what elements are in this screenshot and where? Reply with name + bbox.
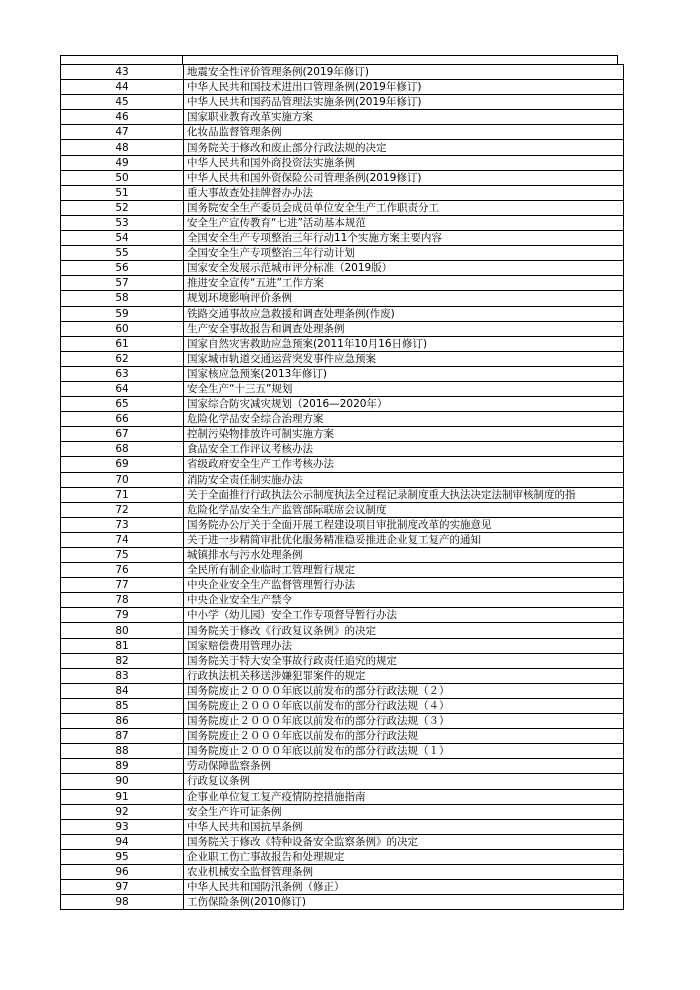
regulation-name-cell: 国务院关于修改《特种设备安全监察条例》的决定 [184,834,624,849]
row-number-cell: 80 [61,623,184,638]
table-row [61,200,624,215]
row-number-cell: 69 [61,457,184,472]
regulation-name-cell: 地震安全性评价管理条例(2019年修订) [184,65,624,80]
regulation-name-cell: 中华人民共和国药品管理法实施条例(2019年修订) [184,95,624,110]
regulation-name-cell: 全国安全生产专项整治三年行动计划 [184,246,624,261]
row-number-cell: 94 [61,834,184,849]
regulation-name-cell: 中央企业安全生产监督管理暂行办法 [184,578,624,593]
regulation-name-cell: 国家赔偿费用管理办法 [184,638,624,653]
row-number-cell: 62 [61,351,184,366]
regulation-name-cell: 推进安全宣传“五进”工作方案 [184,276,624,291]
regulation-name-cell: 国务院关于修改和废止部分行政法规的决定 [184,140,624,155]
table-row [61,819,624,834]
table-row [61,246,624,261]
table-row [61,412,624,427]
regulation-name-cell: 国务院安全生产委员会成员单位安全生产工作职责分工 [184,200,624,215]
regulation-name-cell: 中央企业安全生产禁令 [184,593,624,608]
regulation-name-cell: 安全生产许可证条例 [184,804,624,819]
table-row [61,110,624,125]
table-row [61,849,624,864]
regulation-name-cell: 生产安全事故报告和调查处理条例 [184,321,624,336]
row-number-cell: 93 [61,819,184,834]
table-row [61,623,624,638]
row-number-cell: 90 [61,774,184,789]
regulation-name-cell: 安全生产“十三五”规划 [184,381,624,396]
table-row [61,261,624,276]
row-number-cell: 86 [61,714,184,729]
table-row [61,65,624,80]
table-row [61,774,624,789]
table-row [61,698,624,713]
row-number-cell: 83 [61,668,184,683]
table-row [61,381,624,396]
regulation-name-cell: 控制污染物排放许可制实施方案 [184,427,624,442]
table-row [61,668,624,683]
table-row [61,593,624,608]
row-number-cell: 58 [61,291,184,306]
regulation-name-cell: 工伤保险条例(2010修订) [184,895,624,910]
table-row [61,487,624,502]
row-number-cell: 67 [61,427,184,442]
table-row [61,729,624,744]
table-row [61,291,624,306]
regulation-name-cell: 化妆品监督管理条例 [184,125,624,140]
regulation-name-cell: 国家城市轨道交通运营突发事件应急预案 [184,351,624,366]
table-row [61,502,624,517]
table-row [61,231,624,246]
regulation-name-cell: 行政执法机关移送涉嫌犯罪案件的规定 [184,668,624,683]
table-row [61,306,624,321]
regulation-name-cell: 安全生产宣传教育“七进”活动基本规范 [184,215,624,230]
row-number-cell: 56 [61,261,184,276]
regulation-name-cell: 国务院废止２０００年底以前发布的部分行政法规 [184,729,624,744]
row-number-cell: 44 [61,80,184,95]
row-number-cell: 97 [61,880,184,895]
row-number-cell: 60 [61,321,184,336]
row-number-cell: 95 [61,849,184,864]
row-number-cell: 71 [61,487,184,502]
regulation-table [60,64,624,910]
row-number-cell: 73 [61,517,184,532]
row-number-cell: 47 [61,125,184,140]
row-number-cell: 84 [61,683,184,698]
row-number-cell: 70 [61,472,184,487]
table-row [61,638,624,653]
row-number-cell: 79 [61,608,184,623]
table-row [61,427,624,442]
row-number-cell: 46 [61,110,184,125]
table-row [61,759,624,774]
table-row [61,155,624,170]
regulation-name-cell: 国家核应急预案(2013年修订) [184,366,624,381]
table-row [61,215,624,230]
regulation-name-cell: 国务院废止２０００年底以前发布的部分行政法规（４） [184,698,624,713]
regulation-name-cell: 中小学（幼儿园）安全工作专项督导暂行办法 [184,608,624,623]
row-number-cell: 77 [61,578,184,593]
table-row [61,442,624,457]
regulation-name-cell: 中华人民共和国技术进出口管理条例(2019年修订) [184,80,624,95]
row-number-cell: 55 [61,246,184,261]
table-row [61,834,624,849]
regulation-name-cell: 省级政府安全生产工作考核办法 [184,457,624,472]
row-number-cell: 87 [61,729,184,744]
regulation-name-cell: 国家自然灾害救助应急预案(2011年10月16日修订) [184,336,624,351]
table-row [61,880,624,895]
regulation-name-cell: 国务院废止２０００年底以前发布的部分行政法规（３） [184,714,624,729]
regulation-name-cell: 规划环境影响评价条例 [184,291,624,306]
row-number-cell: 76 [61,563,184,578]
table-row [61,532,624,547]
table-row [61,80,624,95]
regulation-name-cell: 企业职工伤亡事故报告和处理规定 [184,849,624,864]
table-row [61,563,624,578]
table-top-edge [60,55,618,64]
table-row [61,653,624,668]
row-number-cell: 57 [61,276,184,291]
table-row [61,864,624,879]
table-row [61,336,624,351]
regulation-name-cell: 危险化学品安全生产监管部际联席会议制度 [184,502,624,517]
regulation-name-cell: 劳动保障监察条例 [184,759,624,774]
table-row [61,457,624,472]
table-row [61,351,624,366]
regulation-name-cell: 农业机械安全监督管理条例 [184,864,624,879]
table-row [61,140,624,155]
table-row [61,185,624,200]
regulation-name-cell: 国务院废止２０００年底以前发布的部分行政法规（２） [184,683,624,698]
row-number-cell: 85 [61,698,184,713]
regulation-name-cell: 关于全面推行行政执法公示制度执法全过程记录制度重大执法决定法制审核制度的指 [184,487,624,502]
table-row [61,125,624,140]
row-number-cell: 81 [61,638,184,653]
regulation-name-cell: 中华人民共和国外资保险公司管理条例(2019修订) [184,170,624,185]
row-number-cell: 82 [61,653,184,668]
regulation-name-cell: 全民所有制企业临时工管理暂行规定 [184,563,624,578]
row-number-cell: 88 [61,744,184,759]
regulation-name-cell: 全国安全生产专项整治三年行动11个实施方案主要内容 [184,231,624,246]
regulation-name-cell: 食品安全工作评议考核办法 [184,442,624,457]
table-row [61,578,624,593]
table-row [61,321,624,336]
row-number-cell: 48 [61,140,184,155]
row-number-cell: 52 [61,200,184,215]
row-number-cell: 45 [61,95,184,110]
row-number-cell: 68 [61,442,184,457]
regulation-name-cell: 危险化学品安全综合治理方案 [184,412,624,427]
regulation-name-cell: 重大事故查处挂牌督办办法 [184,185,624,200]
row-number-cell: 98 [61,895,184,910]
table-row [61,608,624,623]
row-number-cell: 63 [61,366,184,381]
row-number-cell: 74 [61,532,184,547]
regulation-name-cell: 中华人民共和国防汛条例（修正） [184,880,624,895]
regulation-name-cell: 国家安全发展示范城市评分标准（2019版） [184,261,624,276]
row-number-cell: 43 [61,65,184,80]
regulation-name-cell: 企事业单位复工复产疫情防控措施指南 [184,789,624,804]
table-row [61,804,624,819]
table-row [61,548,624,563]
table-row [61,789,624,804]
table-row [61,714,624,729]
regulation-name-cell: 铁路交通事故应急救援和调查处理条例(作废) [184,306,624,321]
row-number-cell: 51 [61,185,184,200]
row-number-cell: 75 [61,548,184,563]
row-number-cell: 72 [61,502,184,517]
regulation-name-cell: 行政复议条例 [184,774,624,789]
regulation-name-cell: 国务院办公厅关于全面开展工程建设项目审批制度改革的实施意见 [184,517,624,532]
row-number-cell: 53 [61,215,184,230]
table-row [61,517,624,532]
row-number-cell: 50 [61,170,184,185]
row-number-cell: 61 [61,336,184,351]
regulation-table-body [61,65,624,910]
regulation-name-cell: 城镇排水与污水处理条例 [184,548,624,563]
regulation-name-cell: 国家职业教育改革实施方案 [184,110,624,125]
table-row [61,683,624,698]
regulation-name-cell: 中华人民共和国抗旱条例 [184,819,624,834]
row-number-cell: 59 [61,306,184,321]
row-number-cell: 66 [61,412,184,427]
table-row [61,895,624,910]
regulation-name-cell: 国务院关于修改《行政复议条例》的决定 [184,623,624,638]
row-number-cell: 64 [61,381,184,396]
table-row [61,95,624,110]
regulation-name-cell: 关于进一步精简审批优化服务精准稳妥推进企业复工复产的通知 [184,532,624,547]
regulation-name-cell: 中华人民共和国外商投资法实施条例 [184,155,624,170]
row-number-cell: 49 [61,155,184,170]
row-number-cell: 92 [61,804,184,819]
row-number-cell: 54 [61,231,184,246]
table-row [61,472,624,487]
table-row [61,397,624,412]
row-number-cell: 65 [61,397,184,412]
regulation-name-cell: 国家综合防灾减灾规划（2016—2020年） [184,397,624,412]
table-row [61,744,624,759]
row-number-cell: 89 [61,759,184,774]
row-number-cell: 78 [61,593,184,608]
regulation-name-cell: 国务院关于特大安全事故行政责任追究的规定 [184,653,624,668]
row-number-cell: 96 [61,864,184,879]
table-row [61,366,624,381]
regulation-name-cell: 国务院废止２０００年底以前发布的部分行政法规（１） [184,744,624,759]
table-row [61,170,624,185]
regulation-name-cell: 消防安全责任制实施办法 [184,472,624,487]
table-row [61,276,624,291]
row-number-cell: 91 [61,789,184,804]
